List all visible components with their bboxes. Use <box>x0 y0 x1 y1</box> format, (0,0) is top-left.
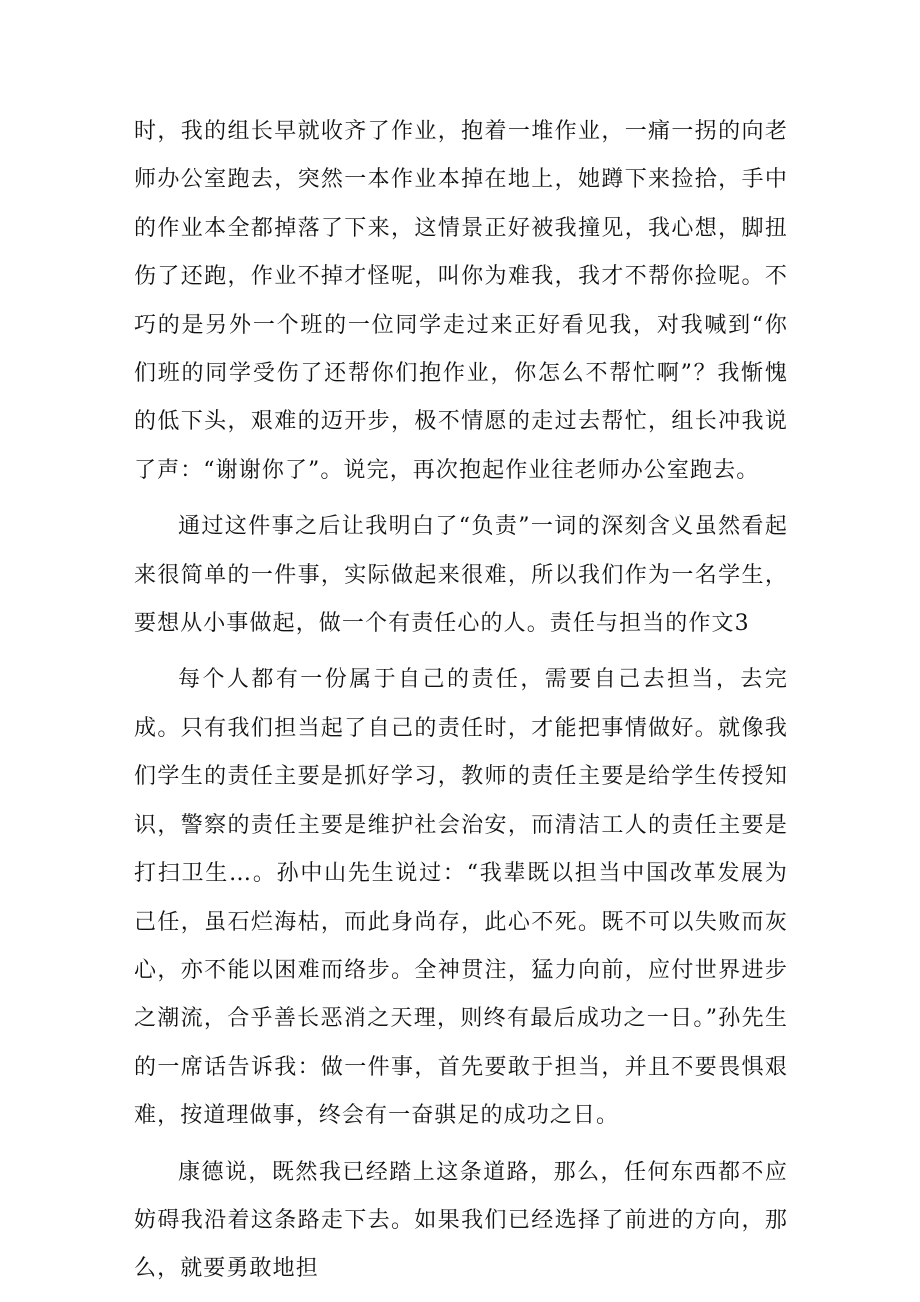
paragraph-4: 康德说，既然我已经踏上这条道路，那么，任何东西都不应妨碍我沿着这条路走下去。如果我们已经选择了前进的方向，那么，就要勇敢地担 <box>134 1159 788 1282</box>
paragraph-1: 时，我的组长早就收齐了作业，抱着一堆作业，一痛一拐的向老师办公室跑去，突然一本作业本掉在地上，她蹲下来捡拾，手中的作业本全都掉落了下来，这情景正好被我撞见，我心想，脚扭伤了还跑，作业不掉才怪呢，叫你为难我，我才不帮你捡呢。不巧的是另外一个班的一位同学走过来正好看见我，对我喊到“你们班的同学受伤了还帮你们抱作业，你怎么不帮忙啊”？我惭愧的低下头，艰难的迈开步，极不情愿的走过去帮忙，组长冲我说了声：“谢谢你了”。说完，再次抱起作业往老师办公室跑去。 <box>134 119 788 483</box>
paragraph-2: 通过这件事之后让我明白了“负责”一词的深刻含义虽然看起来很简单的一件事，实际做起来很难，所以我们作为一名学生，要想从小事做起，做一个有责任心的人。责任与担当的作文3 <box>134 514 788 637</box>
document-body <box>134 108 788 1302</box>
paragraph-3: 每个人都有一份属于自己的责任，需要自己去担当，去完成。只有我们担当起了自己的责任时，才能把事情做好。就像我们学生的责任主要是抓好学习，教师的责任主要是给学生传授知识，警察的责任主要是维护社会治安，而清洁工人的责任主要是打扫卫生…。孙中山先生说过：“我辈既以担当中国改革发展为己任，虽石烂海枯，而此身尚存，此心不死。既不可以失败而灰心，亦不能以困难而络步。全神贯注，猛力向前，应付世界进步之潮流，合乎善长恶消之天理，则终有最后成功之一日。”孙先生的一席话告诉我：做一件事，首先要敢于担当，并且不要畏惧艰难，按道理做事，终会有一奋骐足的成功之日。 <box>134 667 788 1129</box>
